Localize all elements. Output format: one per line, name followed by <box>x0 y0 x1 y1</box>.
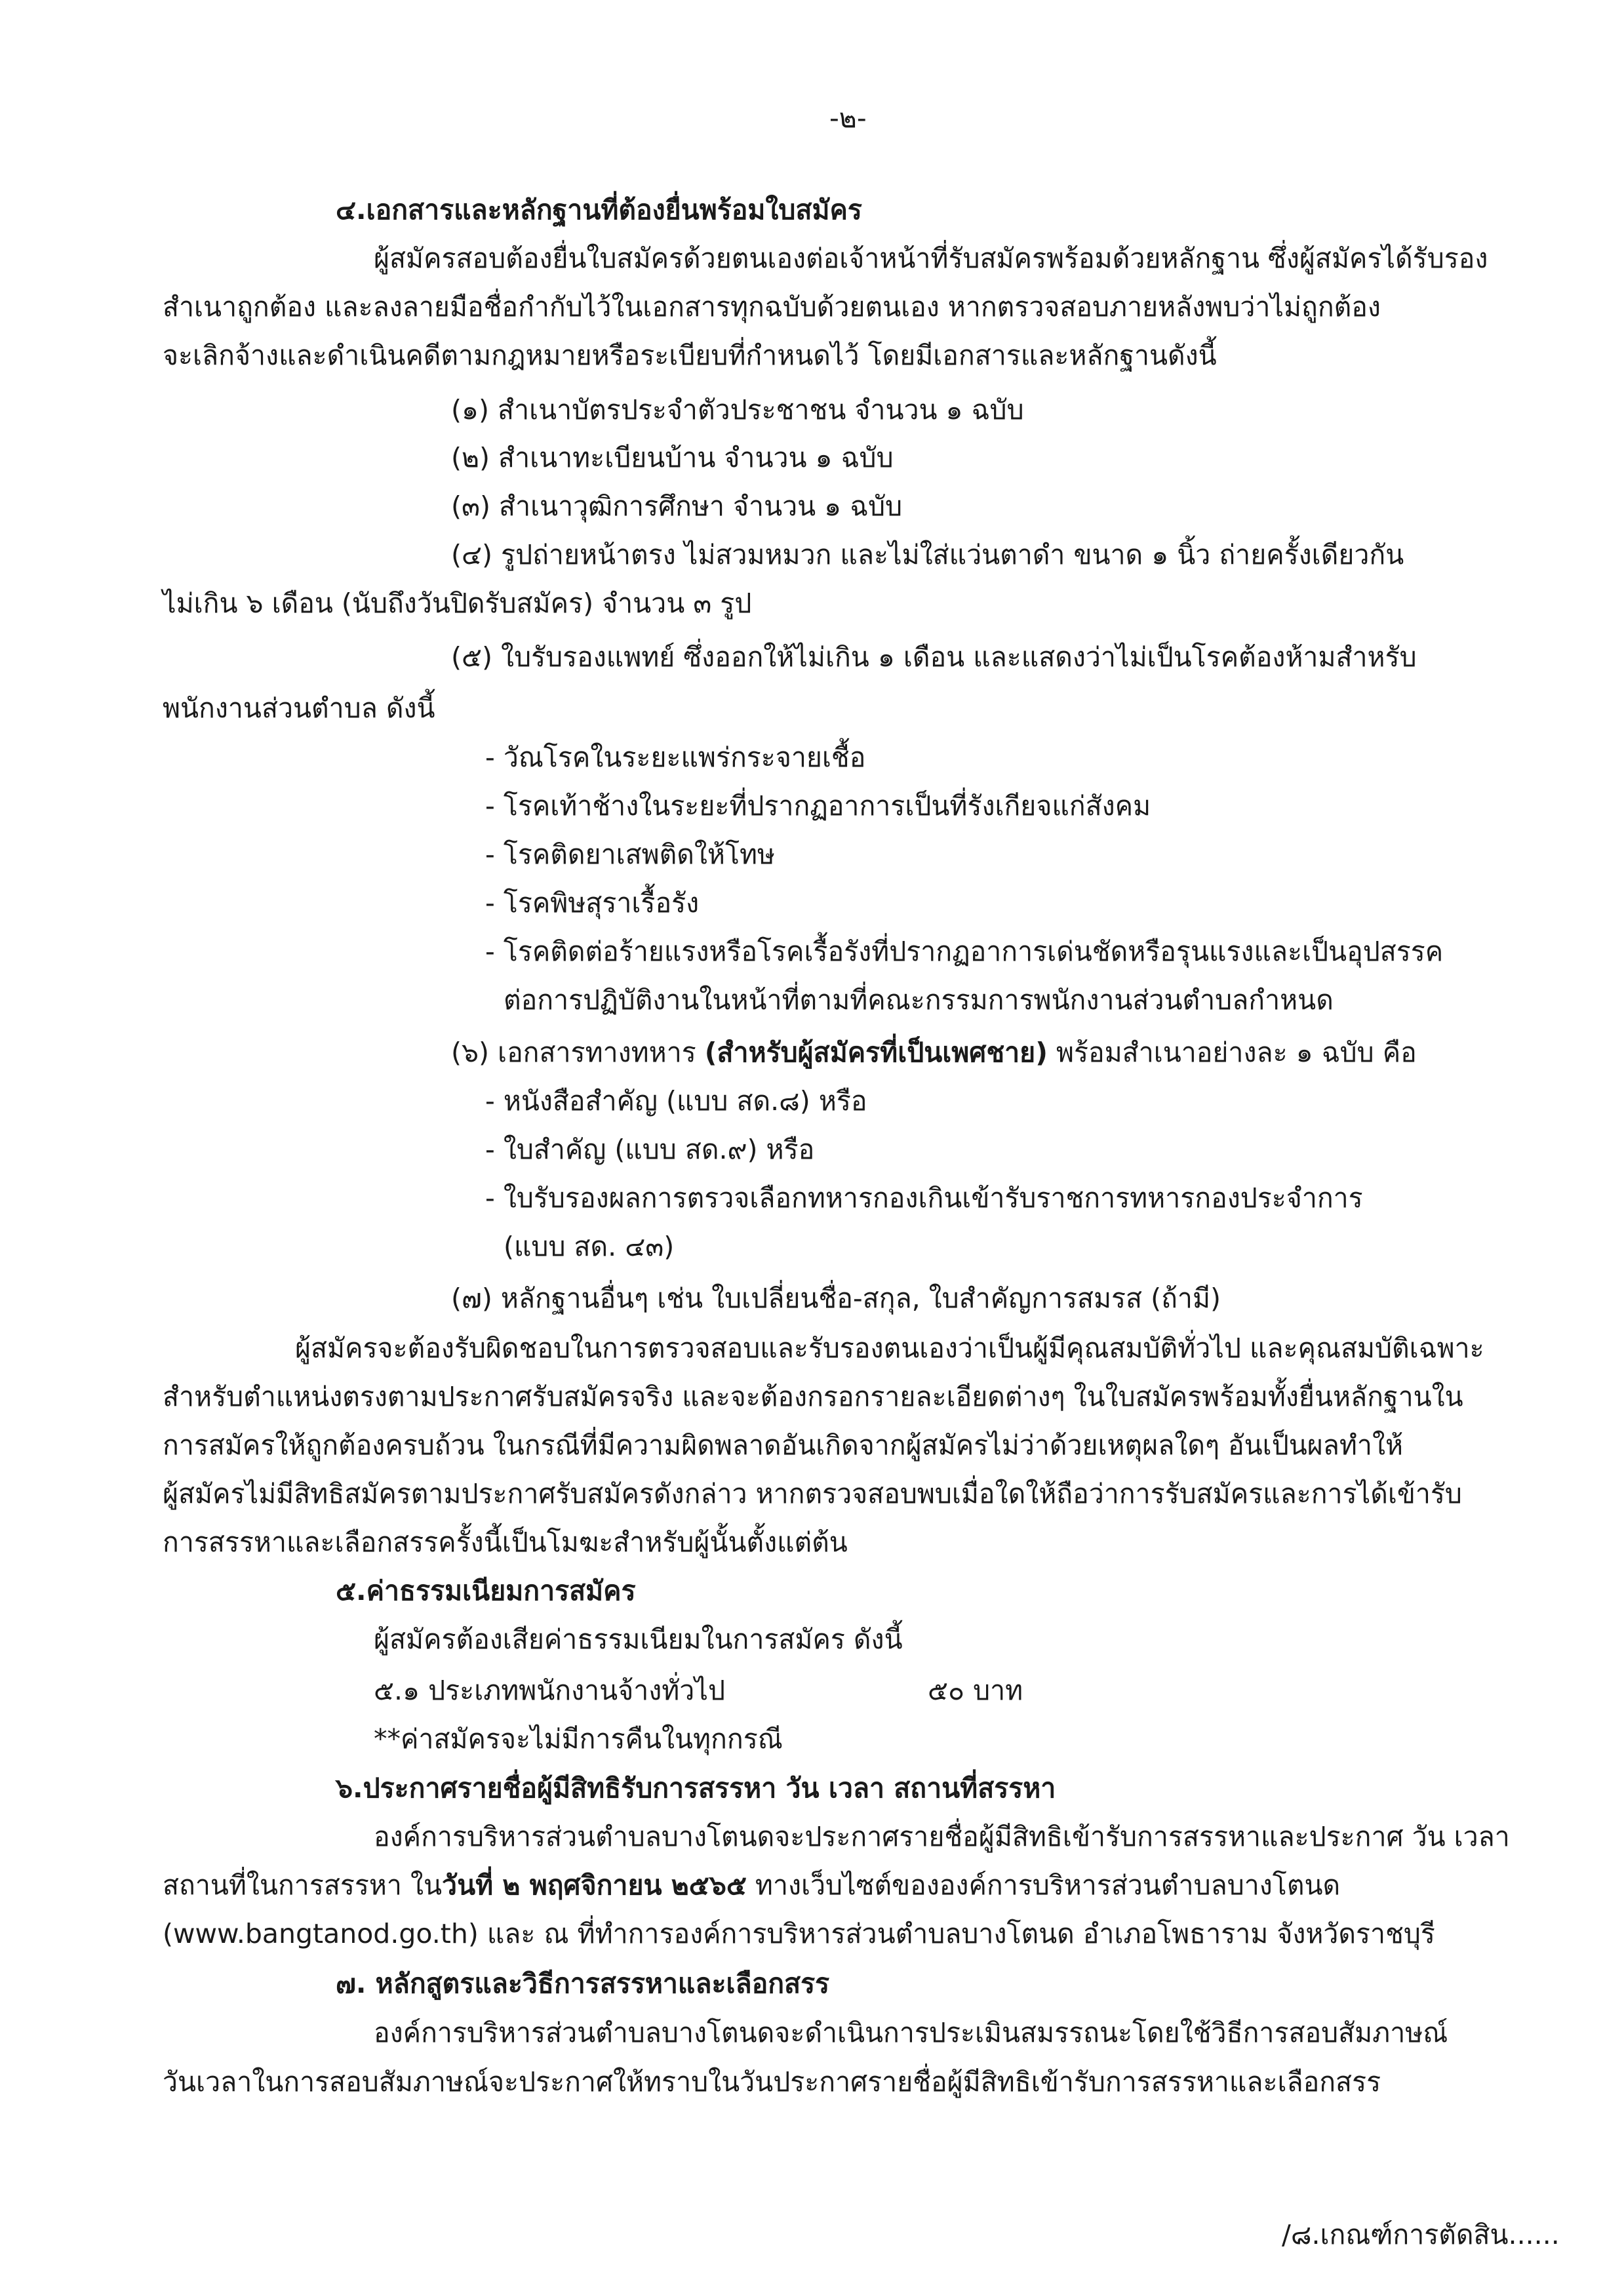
section6-heading: ๖.ประกาศรายชื่อผู้มีสิทธิรับการสรรหา วัน เวลา สถานที่สรรหา <box>336 1772 1056 1804</box>
document-item-7: (๗) หลักฐานอื่นๆ เช่น ใบเปลี่ยนชื่อ-สกุล, ใบสำคัญการสมรส (ถ้ามี) <box>451 1283 1221 1314</box>
document-item-4-cont: ไม่เกิน ๖ เดือน (นับถึงวันปิดรับสมัคร) จำนวน ๓ รูป <box>163 588 752 619</box>
fee-amount: ๕๐ บาท <box>928 1675 1023 1706</box>
document-item-4: (๔) รูปถ่ายหน้าตรง ไม่สวมหมวก และไม่ใส่แว่นตาดำ ขนาด ๑ นิ้ว ถ่ายครั้งเดียวกัน <box>451 539 1404 570</box>
military-doc-item: - ใบรับรองผลการตรวจเลือกทหารกองเกินเข้ารับราชการทหารกองประจำการ <box>485 1182 1363 1214</box>
military-doc-item: - หนังสือสำคัญ (แบบ สด.๘) หรือ <box>485 1085 867 1117</box>
section4-intro-line: ผู้สมัครสอบต้องยื่นใบสมัครด้วยตนเองต่อเจ้าหน้าที่รับสมัครพร้อมด้วยหลักฐาน ซึ่งผู้สมัครได้รับรอง <box>374 243 1488 274</box>
disease-item: - โรคติดต่อร้ายแรงหรือโรคเรื้อรังที่ปรากฏอาการเด่นชัดหรือรุนแรงและเป็นอุปสรรค <box>485 936 1444 967</box>
section7-line: วันเวลาในการสอบสัมภาษณ์จะประกาศให้ทราบในวันประกาศรายชื่อผู้มีสิทธิเข้ารับการสรรหาและเลือกสรร <box>163 2066 1381 2098</box>
responsibility-line: ผู้สมัครไม่มีสิทธิสมัครตามประกาศรับสมัครดังกล่าว หากตรวจสอบพบเมื่อใดให้ถือว่าการรับสมัครและการได้เข้ารับ <box>163 1478 1462 1509</box>
disease-item: - วัณโรคในระยะแพร่กระจายเชื้อ <box>485 742 866 773</box>
document-item-5: (๕) ใบรับรองแพทย์ ซึ่งออกให้ไม่เกิน ๑ เดือน และแสดงว่าไม่เป็นโรคต้องห้ามสำหรับ <box>451 641 1417 673</box>
responsibility-line: สำหรับตำแหน่งตรงตามประกาศรับสมัครจริง และจะต้องกรอกรายละเอียดต่างๆ ในใบสมัครพร้อมทั้งยื่นหลักฐานใน <box>163 1381 1463 1412</box>
disease-item-cont: ต่อการปฏิบัติงานในหน้าที่ตามที่คณะกรรมการพนักงานส่วนตำบลกำหนด <box>504 984 1334 1016</box>
fee-note: **ค่าสมัครจะไม่มีการคืนในทุกกรณี <box>374 1723 783 1755</box>
document-item-1: (๑) สำเนาบัตรประจำตัวประชาชน จำนวน ๑ ฉบับ <box>451 394 1024 426</box>
document-item-3: (๓) สำเนาวุฒิการศึกษา จำนวน ๑ ฉบับ <box>451 490 903 522</box>
disease-item: - โรคพิษสุราเรื้อรัง <box>485 887 700 919</box>
responsibility-line: การสมัครให้ถูกต้องครบถ้วน ในกรณีที่มีความผิดพลาดอันเกิดจากผู้สมัครไม่ว่าด้วยเหตุผลใดๆ อันเป็นผลทำให้ <box>163 1429 1403 1461</box>
section4-intro-line: สำเนาถูกต้อง และลงลายมือชื่อกำกับไว้ในเอกสารทุกฉบับด้วยตนเอง หากตรวจสอบภายหลังพบว่าไม่ถูกต้อง <box>163 291 1381 323</box>
military-doc-item-cont: (แบบ สด. ๔๓) <box>504 1231 675 1262</box>
document-item-6: (๖) เอกสารทางทหาร (สำหรับผู้สมัครที่เป็นเพศชาย) พร้อมสำเนาอย่างละ ๑ ฉบับ คือ <box>451 1037 1417 1068</box>
section5-heading: ๕.ค่าธรรมเนียมการสมัคร <box>336 1575 636 1606</box>
section6-line: สถานที่ในการสรรหา ในวันที่ ๒ พฤศจิกายน ๒๕๖๕ ทางเว็บไซต์ขององค์การบริหารส่วนตำบลบางโตนด <box>163 1869 1341 1901</box>
disease-item: - โรคเท้าช้างในระยะที่ปรากฏอาการเป็นที่รังเกียจแก่สังคม <box>485 790 1151 822</box>
continuation-note: /๘.เกณฑ์การตัดสิน...... <box>1282 2219 1560 2250</box>
fee-label: ๕.๑ ประเภทพนักงานจ้างทั่วไป <box>374 1675 725 1706</box>
military-doc-item: - ใบสำคัญ (แบบ สด.๙) หรือ <box>485 1134 815 1165</box>
disease-item: - โรคติดยาเสพติดให้โทษ <box>485 839 776 870</box>
section4-intro-line: จะเลิกจ้างและดำเนินคดีตามกฎหมายหรือระเบียบที่กำหนดไว้ โดยมีเอกสารและหลักฐานดังนี้ <box>163 340 1217 371</box>
section7-line: องค์การบริหารส่วนตำบลบางโตนดจะดำเนินการประเมินสมรรถนะโดยใช้วิธีการสอบสัมภาษณ์ <box>374 2017 1448 2048</box>
responsibility-line: การสรรหาและเลือกสรรครั้งนี้เป็นโมฆะสำหรับผู้นั้นตั้งแต่ต้น <box>163 1527 848 1558</box>
responsibility-line: ผู้สมัครจะต้องรับผิดชอบในการตรวจสอบและรับรองตนเองว่าเป็นผู้มีคุณสมบัติทั่วไป และคุณสมบัติเฉพาะ <box>295 1332 1484 1364</box>
section7-heading: ๗. หลักสูตรและวิธีการสรรหาและเลือกสรร <box>336 1968 830 1999</box>
section6-line: (www.bangtanod.go.th) และ ณ ที่ทำการองค์การบริหารส่วนตำบลบางโตนด อำเภอโพธาราม จังหวัดราชบุรี <box>163 1918 1435 1949</box>
document-item-2: (๒) สำเนาทะเบียนบ้าน จำนวน ๑ ฉบับ <box>451 442 894 473</box>
section5-intro: ผู้สมัครต้องเสียค่าธรรมเนียมในการสมัคร ดังนี้ <box>374 1624 903 1655</box>
document-item-5-cont: พนักงานส่วนตำบล ดังนี้ <box>163 692 435 724</box>
page-number: -๒- <box>829 102 867 134</box>
section6-line: องค์การบริหารส่วนตำบลบางโตนดจะประกาศรายชื่อผู้มีสิทธิเข้ารับการสรรหาและประกาศ วัน เวลา <box>374 1821 1510 1852</box>
section4-heading: ๔.เอกสารและหลักฐานที่ต้องยื่นพร้อมใบสมัคร <box>336 194 862 226</box>
